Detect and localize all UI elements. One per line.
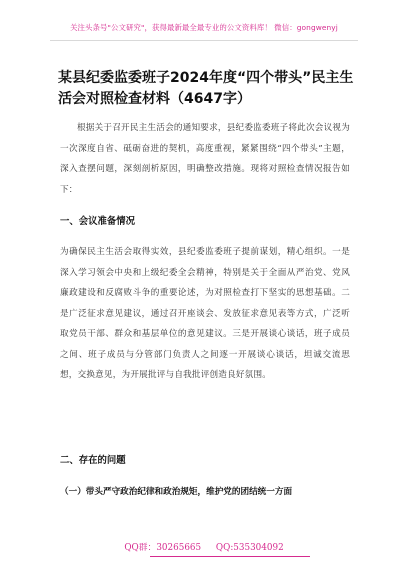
header-divider <box>50 40 358 41</box>
header-banner: 关注头条号"公文研究"，获得最新最全最专业的公文资料库！ 微信：gongwenyj <box>70 23 338 32</box>
preparation-paragraph: 为确保民主生活会取得实效，县纪委监委班子提前谋划，精心组织。一是深入学习领会中央和上级纪委全会精神，特别是关于全面从严治党、党风廉政建设和反腐败斗争的重要论述，为对照检查打下坚实的思想基础。二是广泛征求意见建议，通过召开座谈会、发放征求意见表等方式，广泛听取党员干部、群众和基层单位的意见建议。三是开展谈心谈话，班子成员之间、班子成员与分管部门负责人之间逐一开展谈心谈话，坦诚交流思想，交换意见，为开展批评与自我批评创造良好氛围。 <box>60 247 350 380</box>
footer-qq-group: QQ群：30265665 <box>124 543 202 553</box>
section-heading-problems: 二、存在的问题 <box>60 455 126 466</box>
document-title: 某县纪委监委班子2024年度“四个带头”民主生活会对照检查材料（4647字） <box>58 70 354 107</box>
footer-contact <box>0 540 408 553</box>
footer-divider <box>150 556 310 557</box>
footer-qq-number: QQ:535304092 <box>215 543 284 553</box>
section-heading-preparation: 一、会议准备情况 <box>60 216 136 227</box>
intro-paragraph: 根据关于召开民主生活会的通知要求，县纪委监委班子将此次会议视为一次深度自省、砥砺奋进的契机，高度重视，紧紧围绕“四个带头”主题，深入查摆问题，深刻剖析原因，明确整改措施。现将对照检查情况报告如下： <box>60 123 350 195</box>
subsection-heading-discipline: （一）带头严守政治纪律和政治规矩，维护党的团结统一方面 <box>60 487 293 497</box>
